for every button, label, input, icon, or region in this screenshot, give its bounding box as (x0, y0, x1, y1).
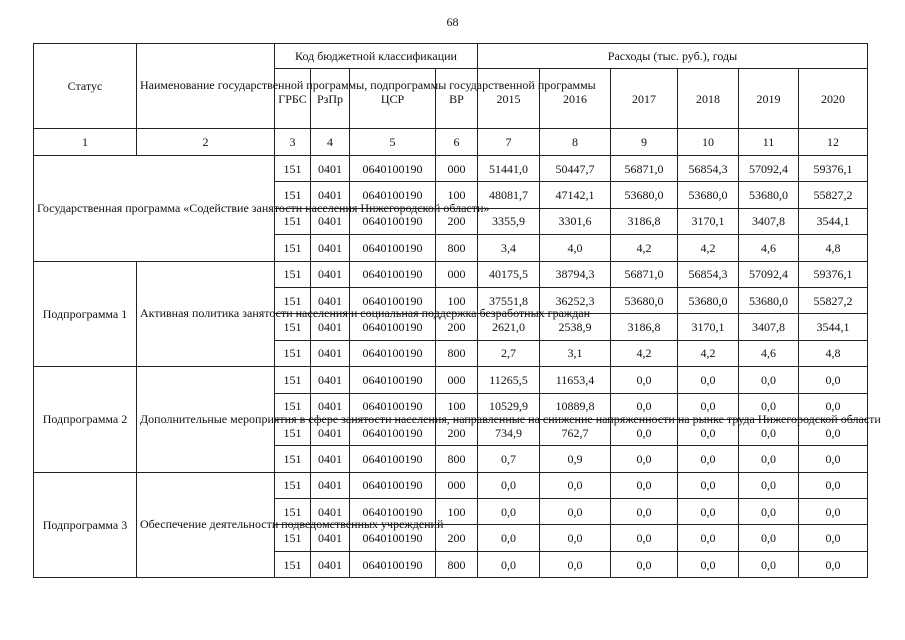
column-number: 2 (137, 129, 275, 156)
cell-2019: 53680,0 (739, 182, 799, 208)
cell-2018: 53680,0 (678, 287, 739, 313)
header-expense-group: Расходы (тыс. руб.), годы (478, 44, 868, 69)
cell-2017: 56871,0 (611, 156, 678, 182)
cell-2020: 0,0 (799, 419, 868, 445)
cell-vr: 000 (436, 367, 478, 393)
subprogram-name: Активная политика занятости населения и социальная поддержка безработных граждан (137, 261, 275, 367)
cell-2018: 0,0 (678, 525, 739, 551)
cell-2020: 4,8 (799, 340, 868, 366)
header-year-2017: 2017 (611, 69, 678, 129)
cell-2017: 4,2 (611, 340, 678, 366)
column-number: 12 (799, 129, 868, 156)
cell-vr: 800 (436, 235, 478, 261)
cell-rzpr: 0401 (311, 314, 350, 340)
cell-2015: 48081,7 (478, 182, 540, 208)
cell-2019: 57092,4 (739, 156, 799, 182)
cell-2016: 36252,3 (540, 287, 611, 313)
cell-2018: 3170,1 (678, 314, 739, 340)
cell-2017: 0,0 (611, 367, 678, 393)
cell-vr: 100 (436, 393, 478, 419)
cell-grbs: 151 (275, 314, 311, 340)
cell-csr: 0640100190 (350, 287, 436, 313)
cell-2017: 0,0 (611, 419, 678, 445)
cell-rzpr: 0401 (311, 551, 350, 577)
column-number: 11 (739, 129, 799, 156)
column-numbers-row (34, 129, 868, 156)
cell-2016: 47142,1 (540, 182, 611, 208)
cell-2020: 0,0 (799, 499, 868, 525)
column-number: 5 (350, 129, 436, 156)
cell-2020: 0,0 (799, 525, 868, 551)
cell-rzpr: 0401 (311, 340, 350, 366)
cell-grbs: 151 (275, 287, 311, 313)
cell-2017: 3186,8 (611, 208, 678, 234)
cell-2019: 0,0 (739, 419, 799, 445)
cell-2018: 0,0 (678, 367, 739, 393)
cell-csr: 0640100190 (350, 472, 436, 498)
cell-vr: 000 (436, 261, 478, 287)
header-csr: ЦСР (350, 69, 436, 129)
cell-vr: 800 (436, 340, 478, 366)
cell-2015: 734,9 (478, 419, 540, 445)
cell-rzpr: 0401 (311, 499, 350, 525)
table-row (34, 261, 868, 287)
cell-2016: 50447,7 (540, 156, 611, 182)
cell-2015: 0,0 (478, 525, 540, 551)
cell-2016: 762,7 (540, 419, 611, 445)
cell-2018: 0,0 (678, 499, 739, 525)
cell-2019: 0,0 (739, 446, 799, 472)
cell-2019: 0,0 (739, 525, 799, 551)
cell-rzpr: 0401 (311, 235, 350, 261)
cell-grbs: 151 (275, 340, 311, 366)
cell-2020: 0,0 (799, 367, 868, 393)
cell-grbs: 151 (275, 156, 311, 182)
cell-grbs: 151 (275, 393, 311, 419)
cell-2017: 0,0 (611, 525, 678, 551)
cell-rzpr: 0401 (311, 208, 350, 234)
cell-csr: 0640100190 (350, 261, 436, 287)
column-number: 8 (540, 129, 611, 156)
cell-2015: 0,0 (478, 551, 540, 577)
cell-2020: 0,0 (799, 472, 868, 498)
cell-2015: 40175,5 (478, 261, 540, 287)
cell-csr: 0640100190 (350, 419, 436, 445)
cell-2020: 4,8 (799, 235, 868, 261)
cell-2018: 0,0 (678, 472, 739, 498)
cell-2020: 55827,2 (799, 182, 868, 208)
cell-2019: 0,0 (739, 499, 799, 525)
header-grbs: ГРБС (275, 69, 311, 129)
cell-2019: 53680,0 (739, 287, 799, 313)
cell-rzpr: 0401 (311, 446, 350, 472)
header-vr: ВР (436, 69, 478, 129)
header-year-2019: 2019 (739, 69, 799, 129)
cell-2015: 0,0 (478, 499, 540, 525)
cell-2015: 51441,0 (478, 156, 540, 182)
cell-vr: 200 (436, 525, 478, 551)
cell-grbs: 151 (275, 499, 311, 525)
cell-2019: 0,0 (739, 367, 799, 393)
cell-vr: 800 (436, 551, 478, 577)
cell-grbs: 151 (275, 261, 311, 287)
cell-2018: 0,0 (678, 419, 739, 445)
cell-grbs: 151 (275, 551, 311, 577)
cell-2017: 0,0 (611, 393, 678, 419)
column-number: 3 (275, 129, 311, 156)
cell-csr: 0640100190 (350, 551, 436, 577)
cell-2017: 0,0 (611, 551, 678, 577)
cell-2020: 55827,2 (799, 287, 868, 313)
header-row-1 (34, 44, 868, 69)
cell-csr: 0640100190 (350, 499, 436, 525)
cell-2019: 3407,8 (739, 314, 799, 340)
cell-vr: 200 (436, 208, 478, 234)
status-cell: Подпрограмма 3 (34, 472, 137, 578)
cell-csr: 0640100190 (350, 367, 436, 393)
column-number: 4 (311, 129, 350, 156)
cell-vr: 100 (436, 182, 478, 208)
cell-2016: 2538,9 (540, 314, 611, 340)
cell-2020: 0,0 (799, 551, 868, 577)
header-status: Статус (34, 44, 137, 129)
cell-vr: 000 (436, 472, 478, 498)
cell-2015: 0,7 (478, 446, 540, 472)
cell-2018: 53680,0 (678, 182, 739, 208)
cell-2016: 11653,4 (540, 367, 611, 393)
cell-rzpr: 0401 (311, 287, 350, 313)
cell-csr: 0640100190 (350, 235, 436, 261)
cell-2018: 4,2 (678, 235, 739, 261)
cell-2017: 53680,0 (611, 287, 678, 313)
cell-2015: 3,4 (478, 235, 540, 261)
cell-grbs: 151 (275, 525, 311, 551)
program-name: Государственная программа «Содействие занятости населения Нижегородской области» (34, 156, 275, 262)
header-year-2020: 2020 (799, 69, 868, 129)
cell-2015: 2,7 (478, 340, 540, 366)
cell-vr: 200 (436, 419, 478, 445)
cell-2016: 4,0 (540, 235, 611, 261)
cell-2015: 2621,0 (478, 314, 540, 340)
cell-grbs: 151 (275, 419, 311, 445)
cell-2016: 10889,8 (540, 393, 611, 419)
cell-2020: 0,0 (799, 446, 868, 472)
table-body (34, 44, 881, 578)
page-number: 68 (446, 15, 459, 29)
cell-2020: 3544,1 (799, 314, 868, 340)
column-number: 10 (678, 129, 739, 156)
cell-2017: 0,0 (611, 446, 678, 472)
cell-rzpr: 0401 (311, 367, 350, 393)
header-year-2018: 2018 (678, 69, 739, 129)
cell-2015: 3355,9 (478, 208, 540, 234)
table-row (34, 472, 868, 498)
cell-2020: 59376,1 (799, 156, 868, 182)
cell-rzpr: 0401 (311, 182, 350, 208)
cell-2020: 0,0 (799, 393, 868, 419)
cell-2019: 0,0 (739, 393, 799, 419)
cell-2017: 0,0 (611, 499, 678, 525)
cell-2019: 0,0 (739, 551, 799, 577)
cell-vr: 100 (436, 499, 478, 525)
cell-vr: 000 (436, 156, 478, 182)
column-number: 1 (34, 129, 137, 156)
cell-2018: 0,0 (678, 446, 739, 472)
cell-2015: 0,0 (478, 472, 540, 498)
cell-vr: 200 (436, 314, 478, 340)
cell-csr: 0640100190 (350, 340, 436, 366)
cell-2019: 57092,4 (739, 261, 799, 287)
cell-csr: 0640100190 (350, 182, 436, 208)
cell-2019: 4,6 (739, 340, 799, 366)
cell-2015: 37551,8 (478, 287, 540, 313)
cell-csr: 0640100190 (350, 525, 436, 551)
status-cell: Подпрограмма 1 (34, 261, 137, 367)
cell-2017: 53680,0 (611, 182, 678, 208)
cell-grbs: 151 (275, 235, 311, 261)
cell-2016: 0,0 (540, 472, 611, 498)
header-code-group: Код бюджетной классификации (275, 44, 478, 69)
cell-2019: 0,0 (739, 472, 799, 498)
cell-2017: 4,2 (611, 235, 678, 261)
cell-grbs: 151 (275, 446, 311, 472)
header-year-2015: 2015 (478, 69, 540, 129)
cell-2016: 0,0 (540, 551, 611, 577)
cell-grbs: 151 (275, 182, 311, 208)
cell-2020: 59376,1 (799, 261, 868, 287)
subprogram-name: Обеспечение деятельности подведомственных учреждений (137, 472, 275, 578)
cell-2017: 0,0 (611, 472, 678, 498)
cell-2018: 56854,3 (678, 156, 739, 182)
cell-vr: 100 (436, 287, 478, 313)
status-cell: Подпрограмма 2 (34, 367, 137, 473)
header-name: Наименование государственной программы, подпрограммы государственной программы (137, 44, 275, 129)
header-year-2016: 2016 (540, 69, 611, 129)
cell-rzpr: 0401 (311, 393, 350, 419)
table-row (34, 156, 868, 182)
cell-2017: 56871,0 (611, 261, 678, 287)
cell-csr: 0640100190 (350, 314, 436, 340)
cell-2016: 0,0 (540, 499, 611, 525)
cell-2018: 0,0 (678, 551, 739, 577)
cell-csr: 0640100190 (350, 393, 436, 419)
cell-2016: 0,9 (540, 446, 611, 472)
subprogram-name: Дополнительные мероприятия в сфере занятости населения, направленные на снижение напряженности на рынке труда Нижегородской области (137, 367, 275, 473)
cell-rzpr: 0401 (311, 419, 350, 445)
cell-csr: 0640100190 (350, 446, 436, 472)
header-rzpr: РзПр (311, 69, 350, 129)
column-number: 9 (611, 129, 678, 156)
cell-vr: 800 (436, 446, 478, 472)
cell-grbs: 151 (275, 208, 311, 234)
column-number: 6 (436, 129, 478, 156)
cell-2018: 0,0 (678, 393, 739, 419)
cell-2019: 4,6 (739, 235, 799, 261)
cell-2018: 56854,3 (678, 261, 739, 287)
cell-2017: 3186,8 (611, 314, 678, 340)
cell-csr: 0640100190 (350, 208, 436, 234)
cell-2020: 3544,1 (799, 208, 868, 234)
cell-2016: 38794,3 (540, 261, 611, 287)
cell-2019: 3407,8 (739, 208, 799, 234)
cell-2016: 0,0 (540, 525, 611, 551)
cell-csr: 0640100190 (350, 156, 436, 182)
cell-2016: 3301,6 (540, 208, 611, 234)
cell-grbs: 151 (275, 472, 311, 498)
cell-2015: 11265,5 (478, 367, 540, 393)
cell-grbs: 151 (275, 367, 311, 393)
cell-2015: 10529,9 (478, 393, 540, 419)
table-row (34, 367, 868, 393)
column-number: 7 (478, 129, 540, 156)
budget-table (33, 43, 881, 578)
cell-2018: 4,2 (678, 340, 739, 366)
cell-2018: 3170,1 (678, 208, 739, 234)
cell-2016: 3,1 (540, 340, 611, 366)
cell-rzpr: 0401 (311, 525, 350, 551)
cell-rzpr: 0401 (311, 156, 350, 182)
cell-rzpr: 0401 (311, 261, 350, 287)
cell-rzpr: 0401 (311, 472, 350, 498)
